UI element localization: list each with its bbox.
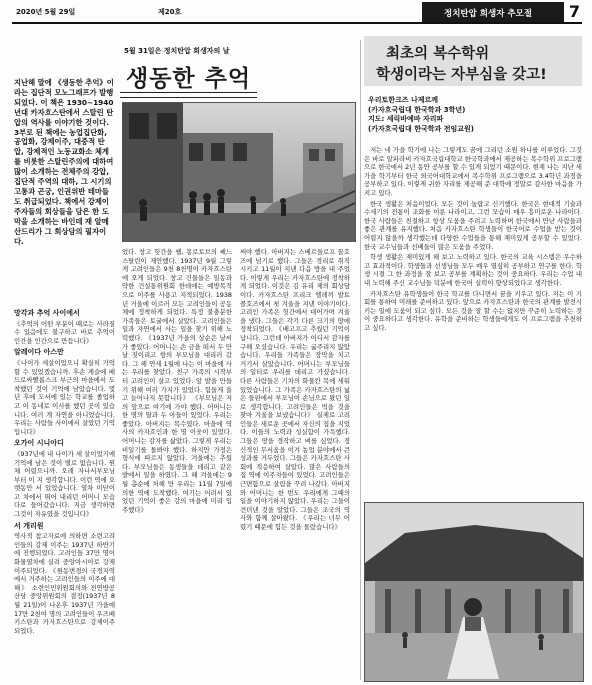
section-body: 《추억의 어떤 부분이 때로는 사라질 수 있음에도 불구하고 바로 추억이 인간을 인간으로 만듭니다》: [14, 319, 115, 345]
section-title: 정치탄압 희생자 추모절: [444, 9, 533, 19]
deportation-train-photo: [122, 102, 356, 242]
paragraph: 한국 생활은 처음이었다. 모든 것이 놀랍고 신기했다. 한국은 현대적 기술과 수세기의 전통이 조화를 이룬 나라이고, 그런 모습이 매우 흥미로운 나라이다. 한국 사람들은 친절하고 항상 도움을 주려고 노력하며 한국에서 만난 사람들과 좋은 관계를 유지했다. 처음 카자흐스탄 학생들이 한국어로 수업을 받는 것이 어렵지 않을까 생각했는데 다양한 수업들을 통해 재미있게 공부할 수 있었다. 한국 교수님들과 선배들이 많은 도움을 주었다.: [364, 199, 582, 251]
article-kicker: 5월 31일은 정치탄압 희생자의 날: [124, 47, 230, 55]
section-body: 《937년에 내 나이가 세 살이었기에 기억에 남은 것이 별로 없습니다. 원체 어렸으니까. 오래 자나서부모님 부터 이 지 생각합니다. 이런 역에 오랫동안 서 있었습니다. 열차 미닫이고 차에서 뛰어 내리던 어머니 모습 다로 들어갔습니다. 지금 생각하면 그것이 자유였을 것입니다》: [14, 449, 115, 519]
section-heading: 오가이 시니아디: [14, 439, 64, 448]
article-title: 생동한 추억: [126, 60, 251, 93]
student-in-hanbok-photo: [364, 502, 584, 682]
column-divider: [360, 40, 361, 680]
headline-line-1: 최초의 복수학위: [386, 46, 490, 62]
article-lede: 지난해 말에 《생동한 추억》이라는 집단적 모노그래프가 발행되었다. 이 책은 1930~1940년대 카자흐스탄에서 스탈린 탄압의 역사를 이야기한 것이다. 3부로 된 책에는 농업집단화, 공업화, 강제이주, 대중적 탄압, 강제적인 노동교화소 체계를 비롯한 스탈린주의에 대하여 많이 소개하는 전체주의 강압, 집단적 주역의 대하, 그 시기의 고통과 곤궁, 인권위반 테마들도 취급되었다. 책에서 강제이주자들의 회상들을 담은 한 도막을 소개하는 바인데 재 알메산드리가 그 회상담의 필자이다.: [14, 78, 114, 246]
section-heading: 서 개리원: [14, 521, 44, 530]
header-rule: [12, 22, 582, 24]
left-column-1: [14, 306, 115, 680]
advisor-name: 지도: 세릭바예바 자리파: [368, 115, 444, 123]
page-number: 7: [568, 2, 580, 21]
author-name: 우리토한크즈 나제르께: [368, 96, 439, 104]
section-heading: 망각과 추억 사이에서: [14, 309, 80, 317]
issue-date: 2020년 5월 29일: [16, 8, 76, 16]
section-band: [422, 2, 564, 22]
byline: [368, 96, 578, 134]
page-header: [12, 2, 582, 22]
headline-line-2: 학생이라는 자부심을 갖고!: [376, 67, 547, 83]
left-column-2: 었다. 창고 헛간을 쌤, 몽로토브의 쎄느스탈린이 제안했다. 1937년 9월 그렇게 고려인들은 9천 8천명이 카자흐스탄에 오게 되었다. 창고 건물들은 일동과 약한 건설통위원회 한데에는 예방목적으로 이주를 사용고 지적되었다. 1938년 거울에 이르러 모든 고려인들이 공동체에 정착하게 되었다. 특정 불충분한 가족들은 토굴에서 살았다. 고려인들은 일과 자연에서 사는 일을 찾기 위해 노력했다. 《1937년 가을의 상순은 날씨가 좋았다. 어머니는 손 금을 떠서 두 만날 짓이리고 항의 부모님을 대리러 갔다. 그 해 연세 1월에 나는 이 마을에 사는 우리를 찾았다. 친구 가족의 시작부터 고려인이 살고 있었다. 앞 밭을 만들기 위해 여러 가지가 있었다. 힘들게 울고 늘어나지 못합니다》 《부모님은 저의 앞으로 여기에 가야 했다. 어머니는 한 명의 딸과 두 아들이 있었다. 우리는 좋았다. 아버지는 목수였다. 마을에 역사의 카자흐인과 한 명 이웃이 있었다. 어머니는 감자를 삶았다. 그렇게 우리는 비일기를 돌봐야 했다. 하지만 가정은 형식에 따르지 않았다. 겨울에는 추웠다. 부모님들은 동생들을 데리고 같은 밭에서 일을 하였다. 그 해 겨울에는 9월 총순에 처해 만 우리는 11월 7일에 의한 역에 도착했다. 여기는 어려서 있었던 기억이 좋은 강의 마을에 미리 입주했다》: [122, 248, 232, 514]
issue-number: 제20호: [158, 8, 182, 16]
section-heading: 알레이다 아스만: [14, 348, 64, 357]
section-body: 역사적 참고자료에 의하면 소련고려인들의 강제 이주는 1937년 하반기에 진행되었다. 고려인들 37만 명이 화물열차에 실려 중앙아시아로 강제 이주되었다. 《원동변경의 국경지역에서 거주하는 고려인들의 이주에 대해》 소련인민위원회의와 전연방공산당 중앙위원회의 결정(1937년 8월 21일)이 나온후 1937년 가을에 17만 2천여 명의 고려인들이 우즈베키스탄과 카자흐스탄으로 강제이주되었다.: [14, 532, 115, 635]
section-body: 《나이가 세살이었으니 확실히 기억할 수 있었겠습니까. 후손 게슬에 배드로싸빨롭스크 부근의 마을에서 도착했던 것이 기억에 남았습니다. 몇 년 후에 도서에 있는 학교를 졸업하고 이 동네로 이사를 했던 곳이 있습니다. 여러 개 자연을 아니었습니다. 우리는 사람들 사이에서 살았던 기억입니다》: [14, 358, 115, 436]
paragraph: 학생 생활은 재미있게 해 보고 노력하고 있다. 한국의 교육 시스템은 우수하고 효과적이다. 학생들과 선생님들 모두 매우 열심히 공부하고 연구를 한다. 학생 시절 그 한 과정을 잘 보고 공부를 계획하는 것이 중요하다. 우리는 수업 내내 노력해 주신 교수님들 덕분에 한국어 실력이 향상되었다고 생각한다.: [364, 253, 582, 287]
right-article: [364, 36, 582, 680]
advisor-affiliation: (카자흐국립대 한국학과 전임교원): [368, 124, 474, 133]
right-article-body: [364, 146, 582, 538]
left-article: [14, 40, 354, 680]
right-headline-box: [364, 36, 582, 86]
paragraph: 카자흐스탄 유학생들이 한국 학교를 다니면서 꿈을 키우고 있다. 저는 이 기회를 통하여 미래를 준비하고 있다. 앞으로 카자흐스탄과 한국의 관계를 발전시키는 일에 도움이 되고 싶다. 모든 것을 잘 할 수는 없지만 꾸준히 노력하는 것이 중요하다고 생각한다. 유학을 준비하는 학생들에게도 이 프로그램을 추천하고 싶다.: [364, 289, 582, 332]
author-affiliation: (카자흐국립대 한국학과 3학년): [368, 105, 466, 114]
paragraph: 저는 네 가을 학기에 나는 그렇게도 꿈에 그리던 소원 하나를 이루었다. 그것은 바로 알파라비 카자흐국립대학교 한국학과에서 제공하는 복수학위 프로그램으로 한국에서 2년 동안 공부를 할 수 있게 되었기 때문이다. 현재 나는 지난 세 가을 학기부터 한국 외국어대학교에서 복수학위 프로그램으로 3.4학년 과정을 공부하고 있다. 이렇게 귀한 자리를 제공해 준 대학에 정말로 감사한 마음을 가지고 있다.: [364, 146, 582, 197]
left-column-3: 써야 했다. 아버지는 스베르들로프 꼴호즈에 넘기로 했다. 그들은 경리로 취직시키고 11월이 지낸 다음 방을 내 주었다. 이렇게 우리는 카자흐스탄에 정착하게 되었다. 이것은 김 유리 제의 회상담이다. 카자흐스탄 프리크 엘레끼 발토 콜호즈에서 첫 겨울을 지낸 이야기이다. 고려인 가족은 헛간에서 대어가며 겨울을 냈다. 그들은 각기 다른 크기의 땅에 정착되었다. 《배고프고 추웠던 기억이 납니다. 그런데 아버지가 어디서 감자를 구해 오셨습니다. 우리는 굶주리지 않았습니다. 우리들 가족들은 장막을 치고 거기서 살았습니다. 어머니는 부모님들의 일터로 우리를 데리고 가셨습니다. 다른 사람들은 기차의 화물칸 목에 세워 있었습니다. 그 가족은 카자흐스탄의 넓은 들판에서 부모님이 손님으로 왔던 일로 생각합니다. 고려인들은 먹을 것을 찾아 겨울을 보냈습니다》 실제로 고려인들은 새로운 곳에서 자신의 집을 지었다. 이들의 노력과 성실함이 가득했다. 그들은 땅을 경작하고 벼를 심었다. 정신적인 무서움을 이겨 농업 분야에서 큰 성과를 거두었다. 그들은 카자흐스탄 사회에 적응하여 살았다. 많은 사람들의 집 역에 이주자들이 있었다. 고려인들은 근면함으로 살림을 꾸려 나갔다. 아버지와 어머니는 한 번도 우리에게 그때의 일을 이야기하지 않았다. 우리는 그들이 견뎌낸 것을 알았다. 그들은 조국의 역사와 함께 살아왔다. 《우리는 너무 어렸기 때문에 힘든 것을 몰랐습니다》: [240, 248, 350, 531]
